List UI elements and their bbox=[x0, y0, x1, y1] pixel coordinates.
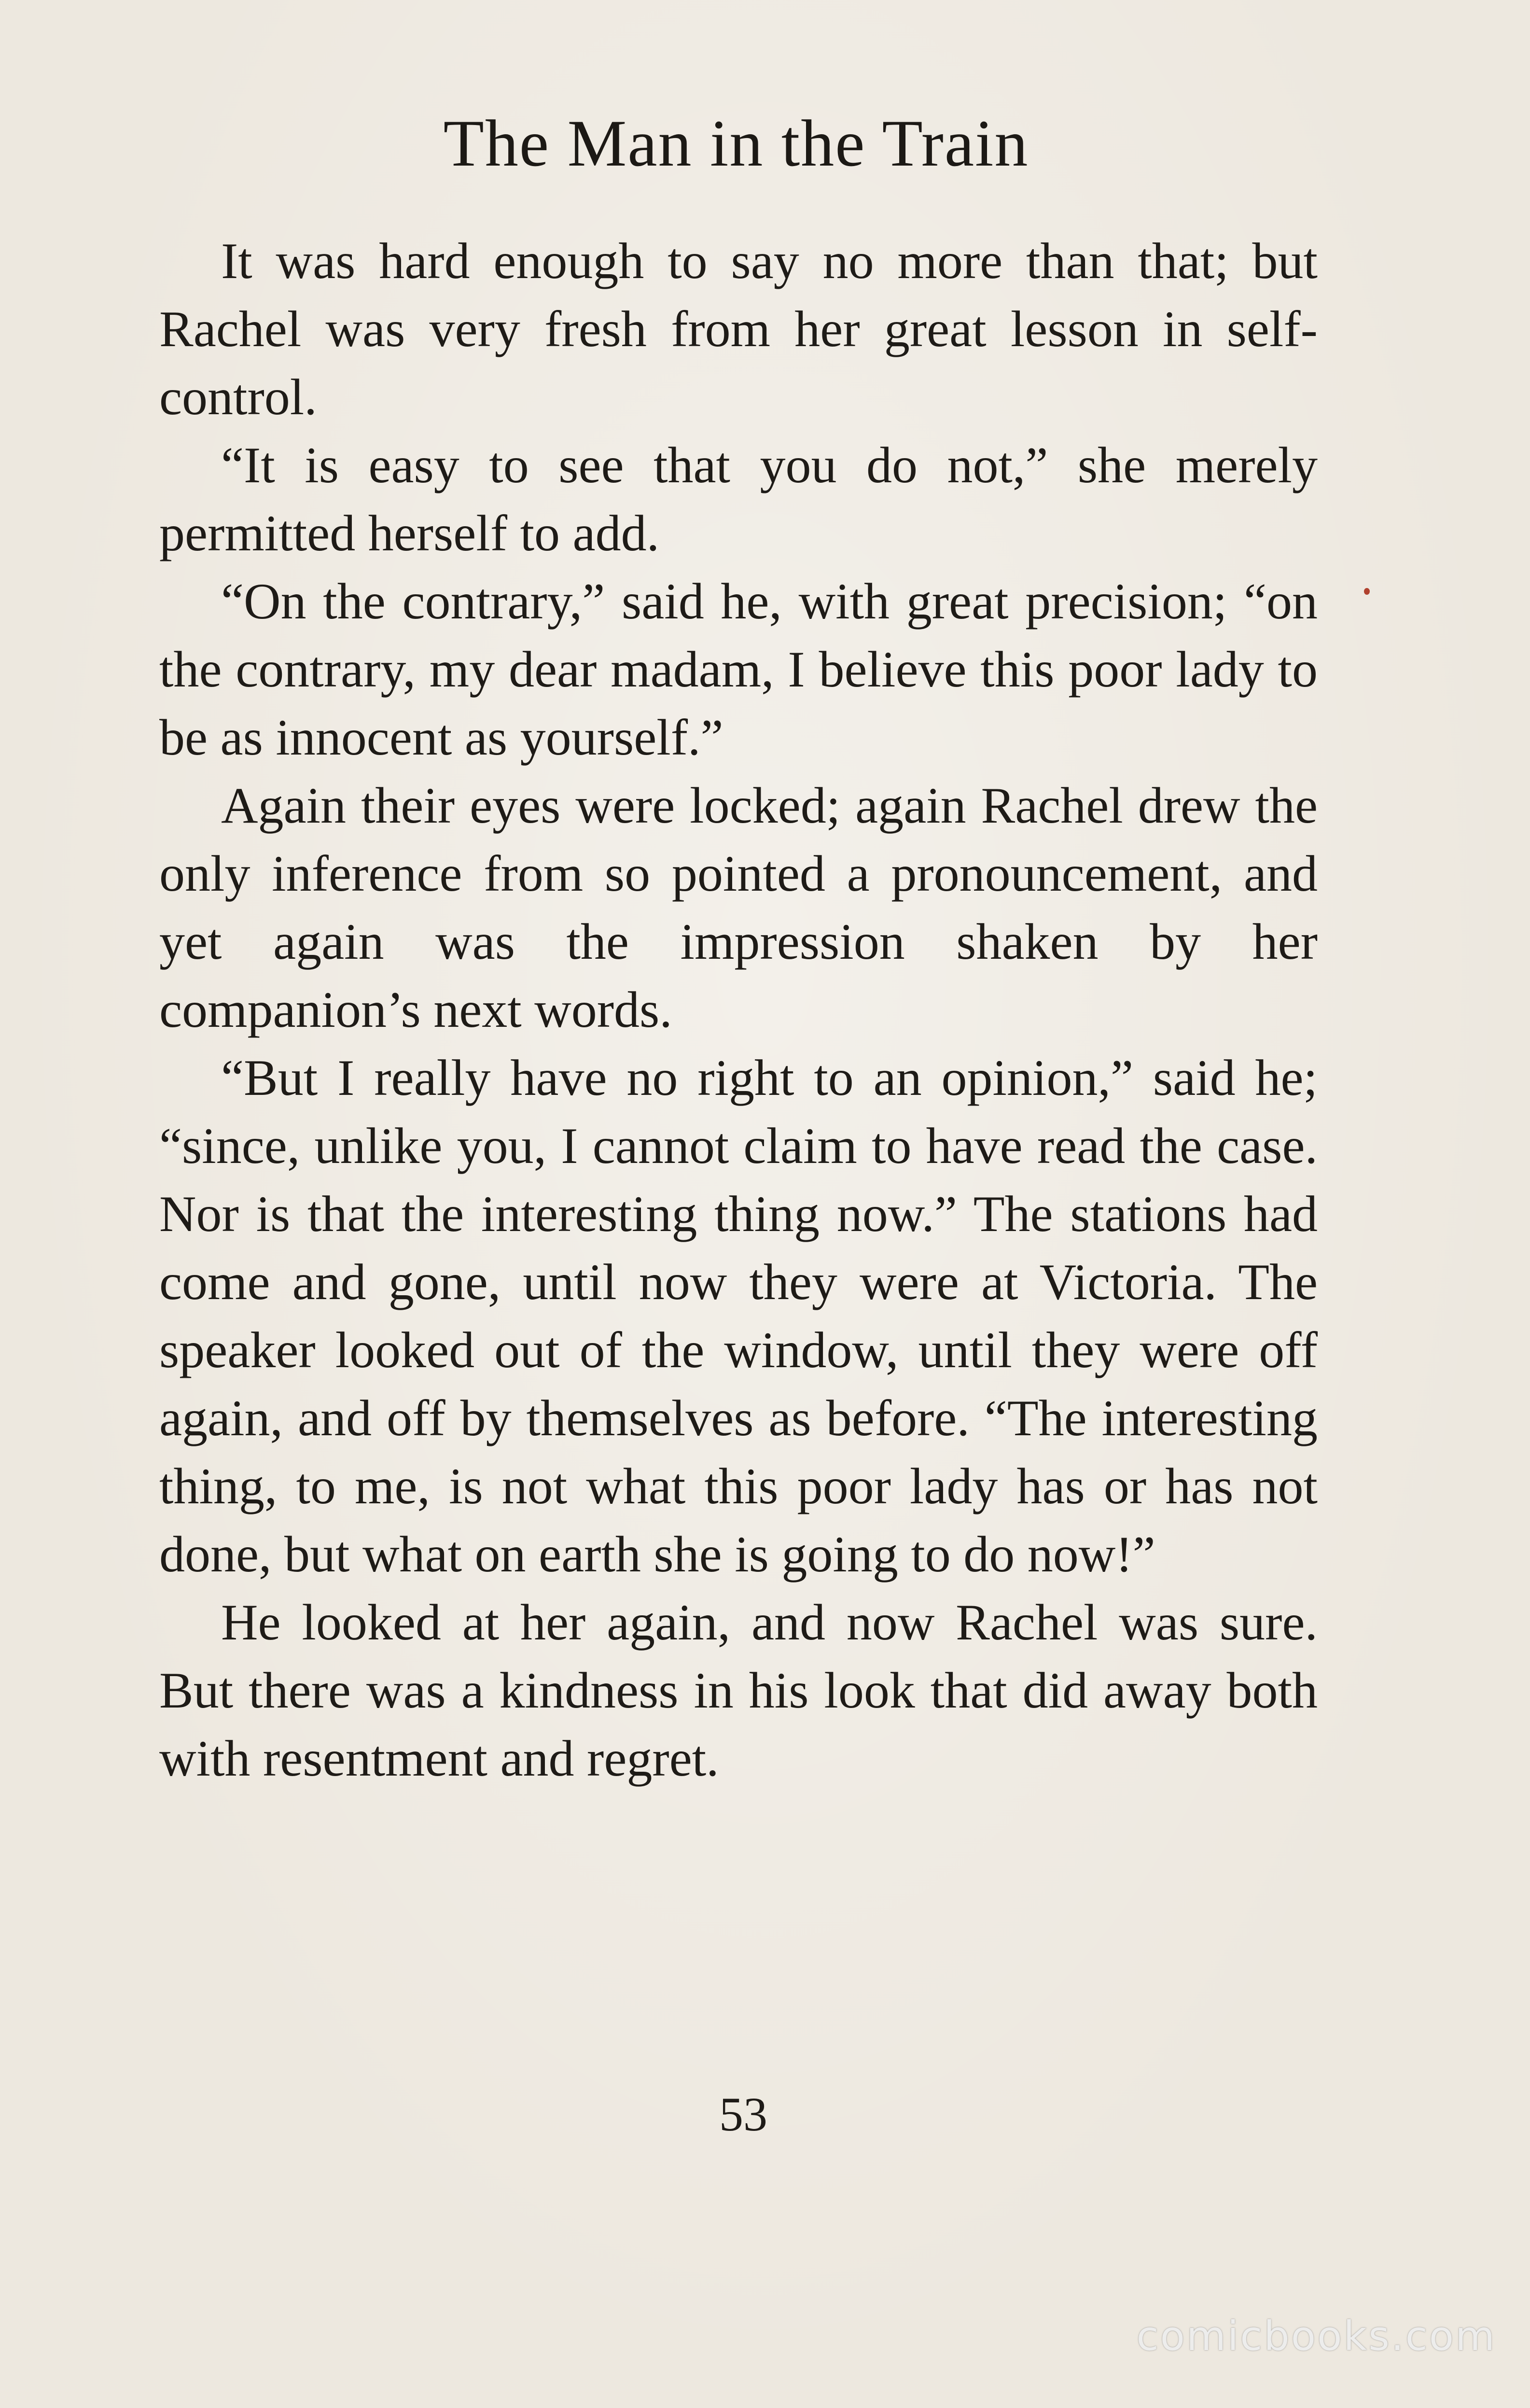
paragraph: He looked at her again, and now Rachel was sure. But there was a kindness in his look that did away both with resentment and regret. bbox=[159, 1594, 1318, 1787]
paragraph: “It is easy to see that you do not,” she merely permitted herself to add. bbox=[159, 437, 1318, 561]
watermark: comicbooks.com bbox=[1136, 2312, 1496, 2360]
paragraph: It was hard enough to say no more than that; but Rachel was very fresh from her great lesson in self-control. bbox=[159, 233, 1318, 425]
paragraph: Again their eyes were locked; again Rachel drew the only inference from so pointed a pronouncement, and yet again was the impression shaken by her companion’s next words. bbox=[159, 777, 1318, 1038]
ink-speck bbox=[1364, 588, 1370, 595]
body-text bbox=[159, 227, 1318, 1792]
paragraph: “On the contrary,” said he, with great precision; “on the contrary, my dear madam, I believe this poor lady to be as innocent as yourself.” bbox=[159, 573, 1318, 766]
page-number: 53 bbox=[719, 2087, 767, 2141]
running-head: The Man in the Train bbox=[443, 106, 1029, 180]
paragraph: “But I really have no right to an opinion,” said he; “since, unlike you, I cannot claim to have read the case. Nor is that the interesting thing now.” The stations had come and gone, until now they were at Victoria. The speaker looked out of the window, until they were off again, and off by themselves as before. “The interesting thing, to me, is not what this poor lady has or has not done, but what on earth she is going to do now!” bbox=[159, 1050, 1318, 1582]
